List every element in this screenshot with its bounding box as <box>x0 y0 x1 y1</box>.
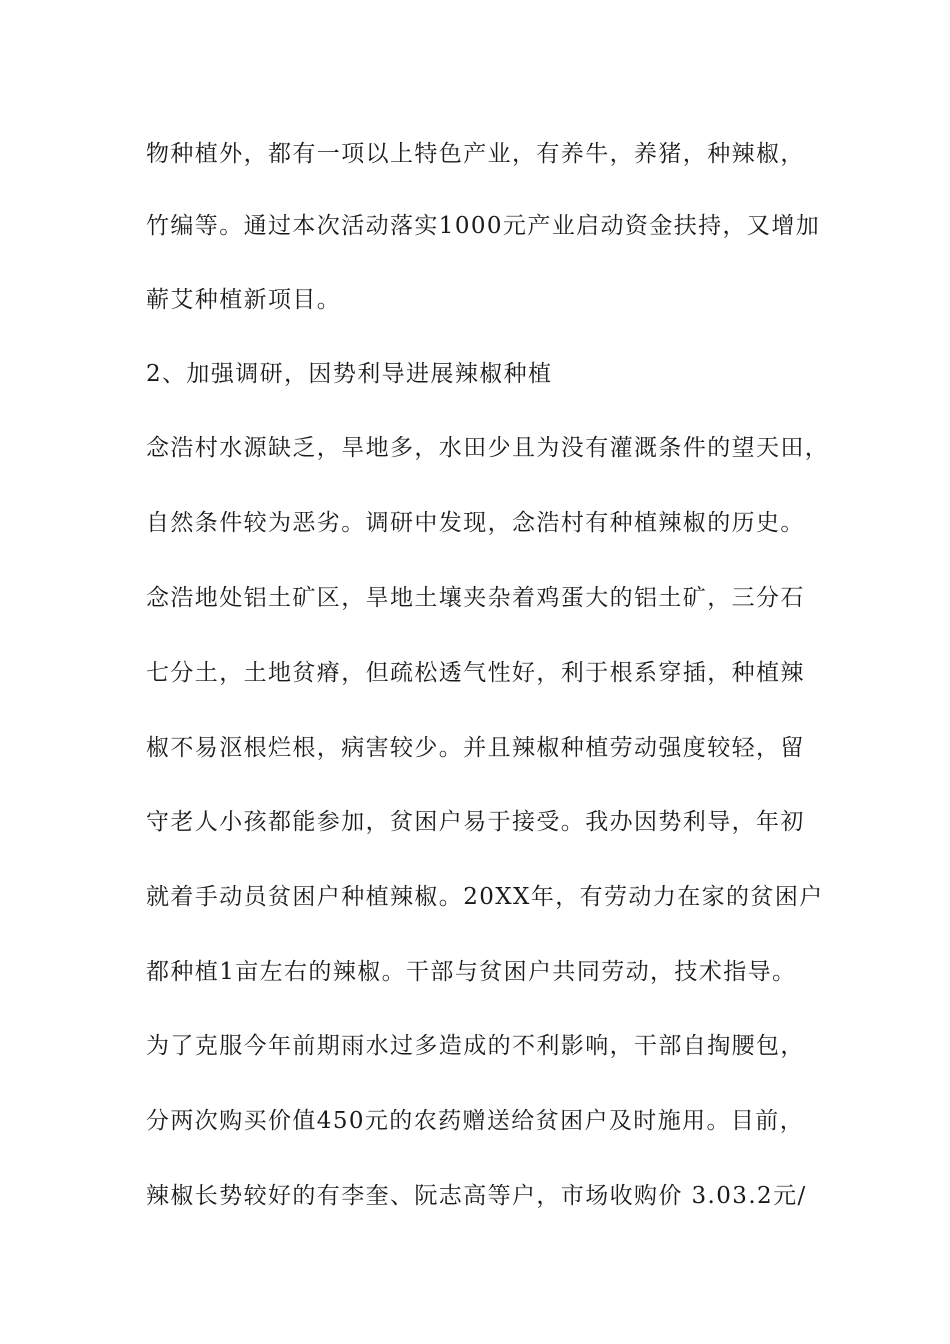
body-text-line: 辣椒长势较好的有李奎、阮志高等户，市场收购价 3.03.2元/ <box>146 1183 807 1209</box>
body-text-line: 分两次购买价值450元的农药赠送给贫困户及时施用。目前， <box>146 1108 805 1134</box>
body-text-line: 都种植1亩左右的辣椒。干部与贫困户共同劳动，技术指导。 <box>146 959 797 985</box>
body-text-line: 椒不易沤根烂根，病害较少。并且辣椒种植劳动强度较轻，留 <box>146 735 805 761</box>
body-text-line: 念浩村水源缺乏，旱地多，水田少且为没有灌溉条件的望天田， <box>146 435 830 461</box>
body-text-line: 七分土，土地贫瘠，但疏松透气性好，利于根系穿插，种植辣 <box>146 660 805 686</box>
body-text-line: 念浩地处铝土矿区，旱地土壤夹杂着鸡蛋大的铝土矿，三分石 <box>146 585 805 611</box>
section-heading: 2、加强调研，因势利导进展辣椒种植 <box>146 361 553 387</box>
body-text-line: 守老人小孩都能参加，贫困户易于接受。我办因势利导，年初 <box>146 809 805 835</box>
body-text-line: 为了克服今年前期雨水过多造成的不利影响，干部自掏腰包， <box>146 1033 805 1059</box>
body-text-line: 自然条件较为恶劣。调研中发现，念浩村有种植辣椒的历史。 <box>146 510 805 536</box>
body-text-line: 竹编等。通过本次活动落实1000元产业启动资金扶持，又增加 <box>146 213 821 239</box>
body-text-line: 物种植外，都有一项以上特色产业，有养牛，养猪，种辣椒， <box>146 141 805 167</box>
body-text-line: 蕲艾种植新项目。 <box>146 287 342 313</box>
body-text-line: 就着手动员贫困户种植辣椒。20XX年，有劳动力在家的贫困户 <box>146 884 824 910</box>
